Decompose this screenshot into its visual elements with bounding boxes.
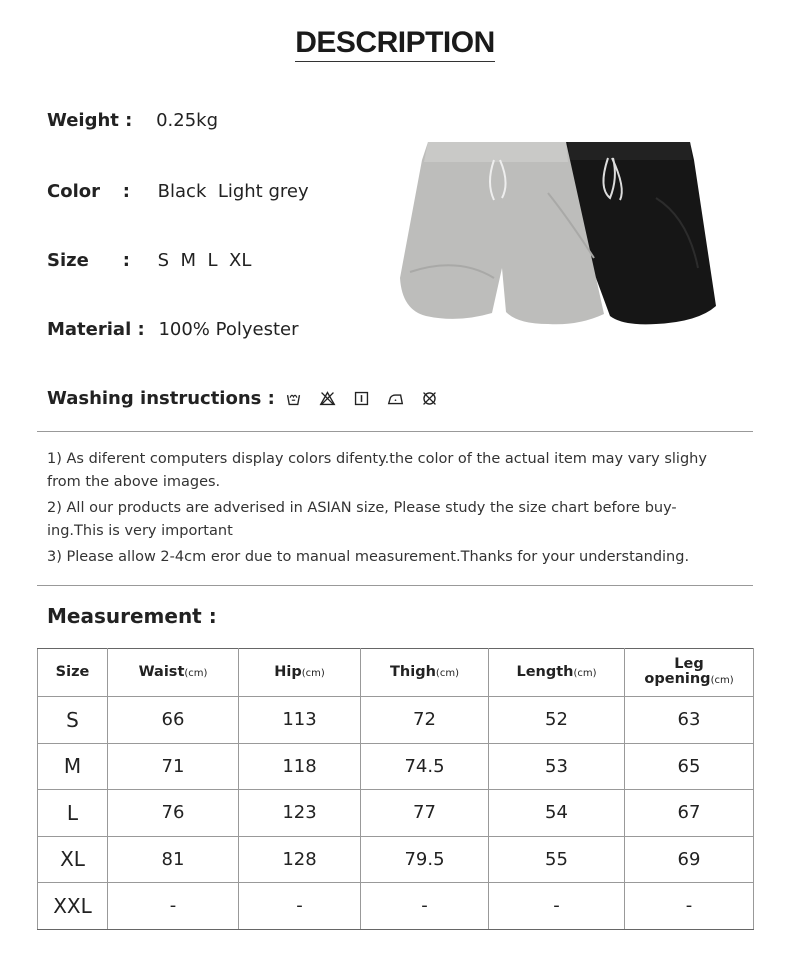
divider (37, 585, 753, 586)
color-colon: : (122, 181, 130, 202)
header-waist: Waist(cm) (108, 649, 239, 697)
material-value: 100% Polyester (158, 319, 299, 340)
note-2: 2) All our products are adverised in ASIAN size, Please study the size chart before buy-ing.This is very important (47, 500, 677, 539)
product-image-shorts (398, 138, 720, 330)
tumble-dry-icon (353, 390, 370, 407)
material-label: Material : (47, 319, 145, 340)
table-row: XL 81 128 79.5 55 69 (38, 836, 754, 883)
washing-instructions (47, 388, 438, 409)
table-row: XXL - - - - - (38, 883, 754, 930)
no-bleach-icon (319, 390, 336, 407)
note-3: 3) Please allow 2-4cm eror due to manual measurement.Thanks for your understanding. (47, 549, 690, 565)
note-1: 1) As diferent computers display colors difenty.the color of the actual item may vary slighy from the above images. (47, 451, 707, 490)
size-label: Size (47, 250, 89, 271)
notes-block (47, 448, 727, 572)
weight-row (47, 110, 218, 131)
header-length: Length(cm) (489, 649, 625, 697)
size-colon: : (122, 250, 130, 271)
measurement-title: Measurement : (47, 604, 217, 628)
header-size: Size (38, 649, 108, 697)
table-header-row (38, 649, 754, 697)
weight-label: Weight : (47, 110, 133, 131)
material-row (47, 319, 298, 340)
size-value: S M L XL (157, 250, 252, 271)
header-thigh: Thigh(cm) (361, 649, 489, 697)
header-hip: Hip(cm) (239, 649, 361, 697)
divider (37, 431, 753, 432)
description-heading: DESCRIPTION (295, 26, 495, 62)
size-row (47, 250, 251, 271)
color-label: Color (47, 181, 100, 202)
iron-icon (387, 390, 404, 407)
table-row: S 66 113 72 52 63 (38, 697, 754, 744)
table-row: L 76 123 77 54 67 (38, 790, 754, 837)
color-value: Black Light grey (157, 181, 309, 202)
washing-icons (285, 390, 438, 407)
washing-label: Washing instructions : (47, 388, 275, 409)
color-row (47, 181, 309, 202)
page-title (0, 26, 790, 60)
table-row: M 71 118 74.5 53 65 (38, 743, 754, 790)
header-leg-opening: Leg opening(cm) (625, 649, 754, 697)
hand-wash-icon (285, 390, 302, 407)
no-dry-clean-icon (421, 390, 438, 407)
weight-value: 0.25kg (156, 110, 219, 131)
size-chart-table (37, 648, 754, 930)
